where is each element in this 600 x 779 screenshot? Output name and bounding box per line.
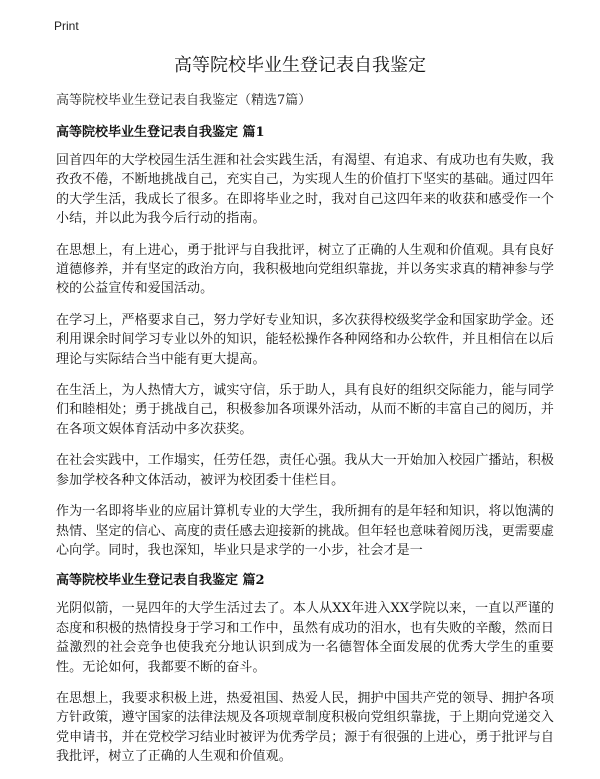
section-1-paragraph-6: 作为一名即将毕业的应届计算机专业的大学生，我所拥有的是年轻和知识，将以饱满的热情、坚定的信心、高度的责任感去迎接新的挑战。但年轻也意味着阅历浅，更需要虚心向学。同时，我也深知，毕业只是求学的一小步，社会才是一: [56, 504, 554, 558]
section-2-paragraph-1: 光阴似箭，一晃四年的大学生活过去了。本人从XX年进入XX学院以来，一直以严谨的态度和积极的热情投身于学习和工作中，虽然有成功的泪水，也有失败的辛酸，然而日益激烈的社会竞争也使我充分地认识到成为一名德智体全面发展的优秀大学生的重要性。无论如何，我都要不断的奋斗。: [56, 601, 554, 675]
section-1-paragraph-5: 在社会实践中，工作塌实，任劳任怨，责任心强。我从大一开始加入校园广播站，积极参加学校各种文体活动，被评为校团委十佳栏目。: [56, 453, 554, 488]
document-body: [56, 124, 554, 779]
section-heading-2: 高等院校毕业生登记表自我鉴定 篇2: [56, 573, 265, 589]
section-1-paragraph-3: 在学习上，严格要求自己，努力学好专业知识，多次获得校级奖学金和国家助学金。还利用课余时间学习专业以外的知识，能轻松操作各种网络和办公软件，并且相信在以后理论与实际结合当中能有更大提高。: [56, 312, 554, 367]
section-2-paragraph-2: 在思想上，我要求积极上进，热爱祖国、热爱人民，拥护中国共产党的领导、拥护各项方针政策，遵守国家的法律法规及各项规章制度积极向党组织靠拢，于上期向党递交入党申请书，并在党校学习结业时被评为优秀学员；源于有很强的上进心，勇于批评与自我批评，树立了正确的人生观和价值观。: [56, 690, 554, 765]
section-1-paragraph-2: 在思想上，有上进心，勇于批评与自我批评，树立了正确的人生观和价值观。具有良好道德修养，并有坚定的政治方向，我积极地向党组织靠拢，并以务实求真的精神参与学校的公益宣传和爱国活动。: [56, 242, 554, 297]
page-title: 高等院校毕业生登记表自我鉴定: [174, 55, 426, 76]
print-link[interactable]: Print: [54, 19, 79, 33]
section-heading-1: 高等院校毕业生登记表自我鉴定 篇1: [56, 125, 265, 140]
document-subtitle: 高等院校毕业生登记表自我鉴定（精选7篇）: [56, 93, 312, 108]
section-1-paragraph-1: 回首四年的大学校园生活生涯和社会实践生活，有渴望、有追求、有成功也有失败，我孜孜不倦，不断地挑战自己，充实自己，为实现人生的价值打下坚实的基础。通过四年的大学生活，我成长了很多。在即将毕业之时，我对自己这四年来的收获和感受作一个小结，并以此为我今后行动的指南。: [56, 153, 554, 227]
section-1-paragraph-4: 在生活上，为人热情大方，诚实守信，乐于助人，具有良好的组织交际能力，能与同学们和睦相处；勇于挑战自己，积极参加各项课外活动，从而不断的丰富自己的阅历，并在各项文娱体育活动中多次获奖。: [56, 383, 554, 437]
